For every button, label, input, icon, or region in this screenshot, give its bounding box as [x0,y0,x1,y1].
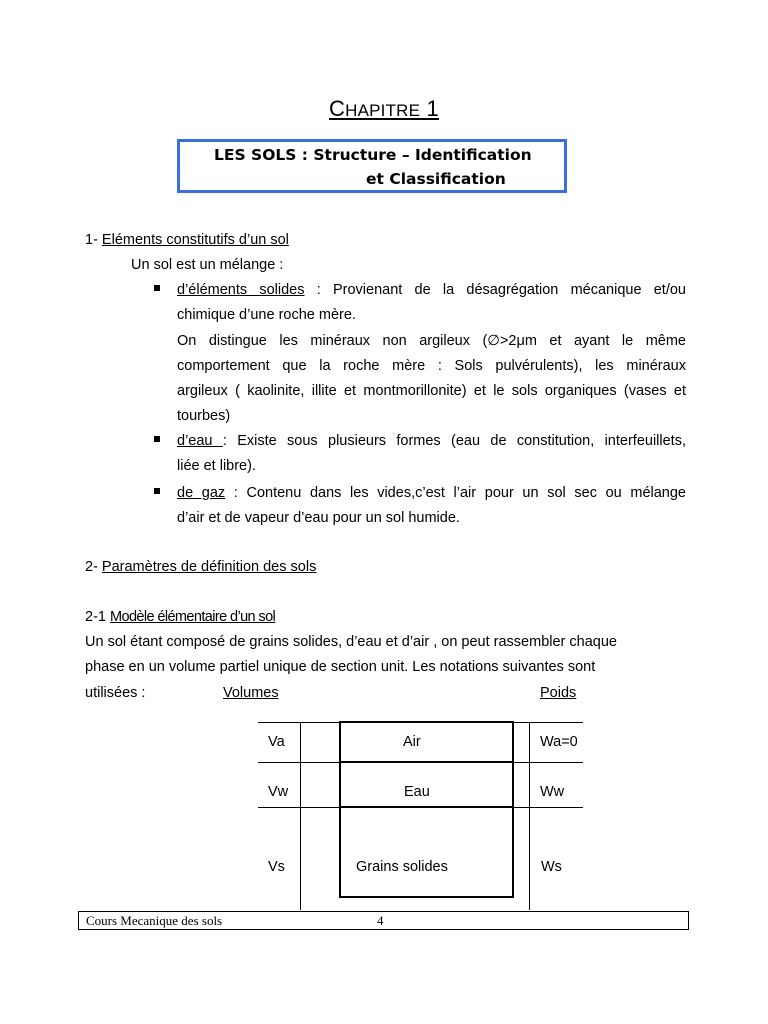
vol-air: Va [268,734,285,750]
bullet-gas-line-1: de gaz : Contenu dans les vides,c’est l’air pour un sol sec ou mélange [177,485,686,501]
phase-air: Air [403,734,421,750]
phase-divider-1 [339,761,514,763]
diagram-line-right [529,722,530,910]
footer-course: Cours Mecanique des sols [86,913,223,928]
bullet-solids-line-2: chimique d’une roche mère. [177,307,356,323]
bullet-solids-line-5: argileux ( kaolinite, illite et montmorillonite) et le sols organiques (vases et [177,383,686,399]
section-1-intro: Un sol est un mélange : [131,257,284,273]
phase-solids: Grains solides [356,859,448,875]
section-2-1-para-line-1: Un sol étant composé de grains solides, d’eau et d’air , on peut rassembler chaque [85,634,617,650]
weight-air: Wa=0 [540,734,578,750]
bullet-solids-line-4: comportement que la roche mère : Sols pulvérulents), les minéraux [177,358,686,374]
bullet-gas [154,488,160,494]
weight-water: Ww [540,784,565,800]
title-box [177,139,567,193]
weight-solids: Ws [541,859,562,875]
bullet-solids-line-3: On distingue les minéraux non argileux (∅>2μm et ayant le même [177,333,686,349]
footer-page-number: 4 [377,913,384,928]
bullet-gas-line-2: d’air et de vapeur d’eau pour un sol humide. [177,510,460,526]
poids-label: Poids [540,685,577,701]
bullet-water-line-2: liée et libre). [177,458,256,474]
bullet-solids [154,285,160,291]
vol-solids: Vs [268,859,285,875]
title-line-2: et Classification [366,170,506,188]
phase-divider-2 [339,806,514,808]
section-2-1-para-line-2: phase en un volume partiel unique de section unit. Les notations suivantes sont [85,659,596,675]
vol-water: Vw [268,784,289,800]
volumes-label: Volumes [223,685,279,701]
section-2-1-heading: 2-1 Modèle élémentaire d’un sol [85,609,276,625]
bullet-water [154,436,160,442]
section-2-heading: 2- Paramètres de définition des sols [85,559,317,575]
bullet-solids-line-1: d’éléments solides : Provienant de la désagrégation mécanique et/ou [177,282,686,298]
page-footer [78,911,689,930]
title-line-1: LES SOLS : Structure – Identification [214,146,532,164]
phase-water: Eau [404,784,430,800]
chapter-title: CHAPITRE 1 [329,96,439,121]
bullet-water-line-1: d’eau : Existe sous plusieurs formes (eau de constitution, interfeuillets, [177,433,686,449]
section-2-1-para-line-3: utilisées : [85,685,146,701]
bullet-solids-line-6: tourbes) [177,408,231,424]
section-1-heading: 1- Eléments constitutifs d’un sol [85,232,289,248]
diagram-line-left [300,722,301,910]
